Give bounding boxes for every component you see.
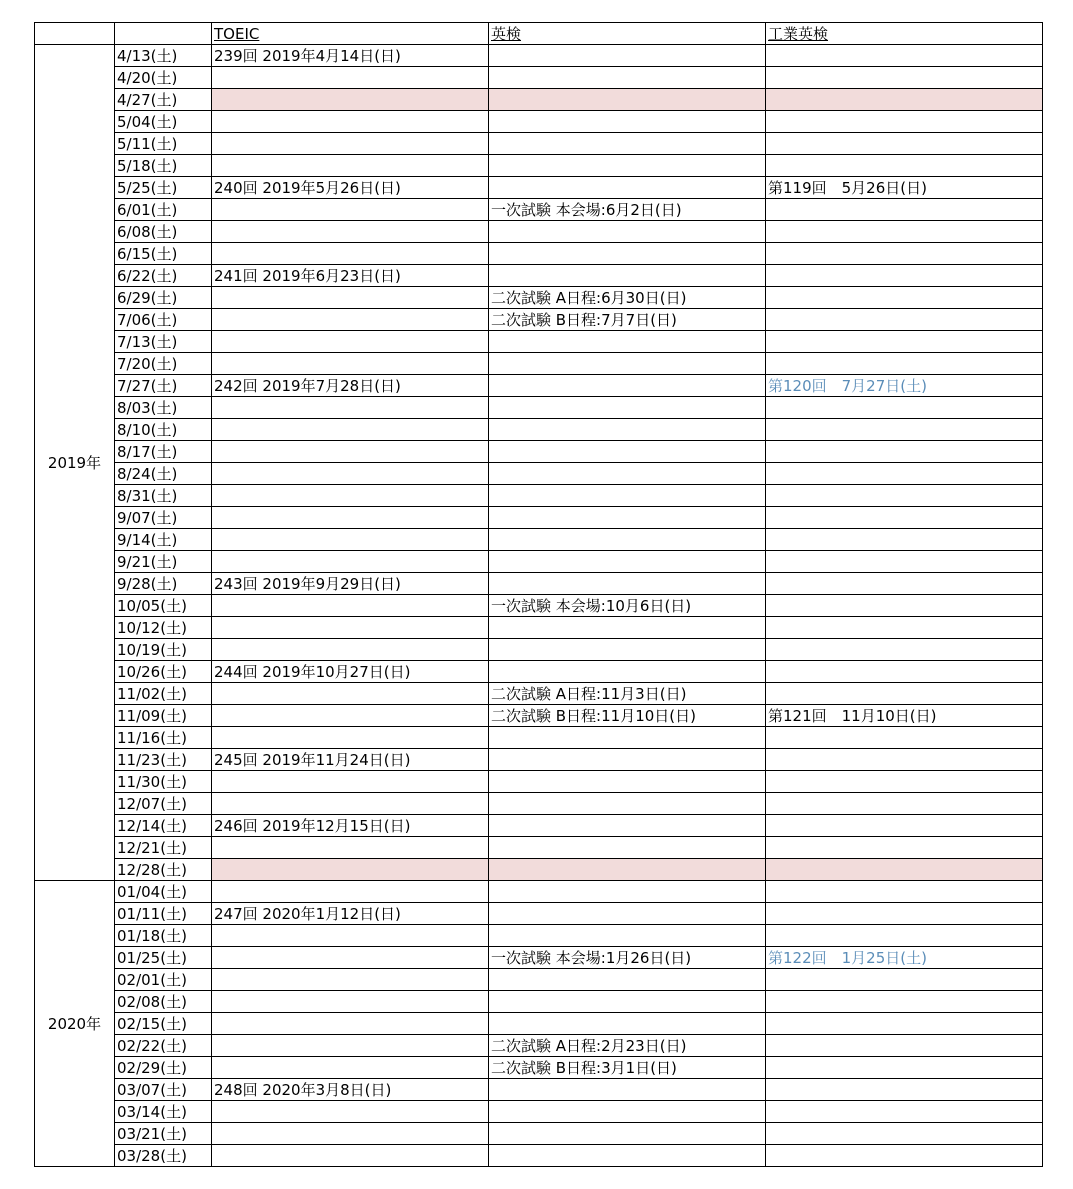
date-cell[interactable]: 6/29(土): [115, 287, 212, 309]
kogyo-eiken-cell[interactable]: [766, 287, 1043, 309]
eiken-cell[interactable]: [489, 881, 766, 903]
kogyo-eiken-cell[interactable]: [766, 529, 1043, 551]
kogyo-eiken-cell[interactable]: 第121回 11月10日(日): [766, 705, 1043, 727]
eiken-cell[interactable]: [489, 551, 766, 573]
table-row: [35, 947, 1043, 969]
toeic-cell[interactable]: [212, 837, 489, 859]
toeic-cell[interactable]: [212, 155, 489, 177]
date-cell[interactable]: 02/29(土): [115, 1057, 212, 1079]
kogyo-eiken-cell[interactable]: [766, 1145, 1043, 1167]
eiken-cell[interactable]: [489, 1145, 766, 1167]
eiken-cell[interactable]: 二次試験 A日程:11月3日(日): [489, 683, 766, 705]
eiken-cell[interactable]: 二次試験 A日程:6月30日(日): [489, 287, 766, 309]
date-cell[interactable]: 4/27(土): [115, 89, 212, 111]
header-kogyo-eiken[interactable]: 工業英検: [766, 23, 1043, 45]
table-row: [35, 221, 1043, 243]
toeic-cell[interactable]: [212, 67, 489, 89]
eiken-cell[interactable]: [489, 925, 766, 947]
toeic-cell[interactable]: [212, 991, 489, 1013]
toeic-cell[interactable]: 247回 2020年1月12日(日): [212, 903, 489, 925]
kogyo-eiken-cell[interactable]: 第120回 7月27日(土): [766, 375, 1043, 397]
kogyo-eiken-cell[interactable]: 第119回 5月26日(日): [766, 177, 1043, 199]
header-row: [35, 23, 1043, 45]
table-row: [35, 111, 1043, 133]
date-cell[interactable]: 7/27(土): [115, 375, 212, 397]
table-row: [35, 903, 1043, 925]
table-row: [35, 1145, 1043, 1167]
eiken-cell[interactable]: [489, 815, 766, 837]
toeic-cell[interactable]: [212, 771, 489, 793]
eiken-cell[interactable]: 一次試験 本会場:1月26日(日): [489, 947, 766, 969]
toeic-cell[interactable]: [212, 199, 489, 221]
table-row: [35, 1079, 1043, 1101]
table-row: [35, 1013, 1043, 1035]
kogyo-eiken-cell[interactable]: [766, 991, 1043, 1013]
date-cell[interactable]: 11/16(土): [115, 727, 212, 749]
eiken-cell[interactable]: [489, 903, 766, 925]
table-row: [35, 969, 1043, 991]
table-row: [35, 155, 1043, 177]
table-row: [35, 595, 1043, 617]
toeic-cell[interactable]: [212, 639, 489, 661]
kogyo-eiken-cell[interactable]: [766, 881, 1043, 903]
date-cell[interactable]: 7/06(土): [115, 309, 212, 331]
date-cell[interactable]: 4/20(土): [115, 67, 212, 89]
table-row: [35, 1101, 1043, 1123]
table-row: [35, 419, 1043, 441]
eiken-cell[interactable]: [489, 837, 766, 859]
table-row: [35, 265, 1043, 287]
eiken-cell[interactable]: [489, 67, 766, 89]
table-row: [35, 837, 1043, 859]
eiken-cell[interactable]: 二次試験 B日程:7月7日(日): [489, 309, 766, 331]
date-cell[interactable]: 02/01(土): [115, 969, 212, 991]
exam-schedule-table: [34, 22, 1043, 1167]
table-row: [35, 573, 1043, 595]
eiken-cell[interactable]: [489, 749, 766, 771]
toeic-cell[interactable]: [212, 1123, 489, 1145]
eiken-cell[interactable]: [489, 661, 766, 683]
toeic-cell[interactable]: [212, 727, 489, 749]
date-cell[interactable]: 03/14(土): [115, 1101, 212, 1123]
kogyo-eiken-cell[interactable]: [766, 859, 1043, 881]
toeic-cell[interactable]: 241回 2019年6月23日(日): [212, 265, 489, 287]
toeic-cell[interactable]: [212, 551, 489, 573]
year-cell[interactable]: 2020年: [35, 881, 115, 1167]
table-row: [35, 683, 1043, 705]
date-cell[interactable]: 8/10(土): [115, 419, 212, 441]
eiken-cell[interactable]: [489, 133, 766, 155]
eiken-cell[interactable]: [489, 397, 766, 419]
date-cell[interactable]: 5/18(土): [115, 155, 212, 177]
kogyo-eiken-cell[interactable]: [766, 199, 1043, 221]
table-row: [35, 1057, 1043, 1079]
eiken-cell[interactable]: [489, 859, 766, 881]
date-cell[interactable]: 10/05(土): [115, 595, 212, 617]
table-row: [35, 661, 1043, 683]
date-cell[interactable]: 8/03(土): [115, 397, 212, 419]
kogyo-eiken-cell[interactable]: [766, 331, 1043, 353]
date-cell[interactable]: 01/25(土): [115, 947, 212, 969]
eiken-cell[interactable]: 一次試験 本会場:10月6日(日): [489, 595, 766, 617]
eiken-cell[interactable]: 二次試験 B日程:11月10日(日): [489, 705, 766, 727]
eiken-cell[interactable]: [489, 1079, 766, 1101]
date-cell[interactable]: 01/11(土): [115, 903, 212, 925]
toeic-cell[interactable]: [212, 683, 489, 705]
kogyo-eiken-cell[interactable]: [766, 793, 1043, 815]
toeic-cell[interactable]: [212, 1145, 489, 1167]
table-row: [35, 793, 1043, 815]
header-toeic[interactable]: TOEIC: [212, 23, 489, 45]
toeic-cell[interactable]: [212, 331, 489, 353]
table-row: [35, 485, 1043, 507]
toeic-cell[interactable]: [212, 89, 489, 111]
date-cell[interactable]: 5/04(土): [115, 111, 212, 133]
table-row: [35, 925, 1043, 947]
table-row: [35, 771, 1043, 793]
date-cell[interactable]: 03/07(土): [115, 1079, 212, 1101]
date-cell[interactable]: 9/21(土): [115, 551, 212, 573]
date-cell[interactable]: 03/21(土): [115, 1123, 212, 1145]
kogyo-eiken-cell[interactable]: [766, 221, 1043, 243]
date-cell[interactable]: 02/15(土): [115, 1013, 212, 1035]
table-row: [35, 309, 1043, 331]
eiken-cell[interactable]: [489, 529, 766, 551]
eiken-cell[interactable]: [489, 463, 766, 485]
toeic-cell[interactable]: [212, 353, 489, 375]
table-row: [35, 199, 1043, 221]
date-cell[interactable]: 8/31(土): [115, 485, 212, 507]
eiken-cell[interactable]: [489, 243, 766, 265]
eiken-cell[interactable]: [489, 419, 766, 441]
kogyo-eiken-cell[interactable]: [766, 639, 1043, 661]
date-cell[interactable]: 11/09(土): [115, 705, 212, 727]
date-cell[interactable]: 03/28(土): [115, 1145, 212, 1167]
kogyo-eiken-cell[interactable]: [766, 1123, 1043, 1145]
toeic-cell[interactable]: [212, 881, 489, 903]
eiken-cell[interactable]: [489, 1123, 766, 1145]
toeic-cell[interactable]: [212, 441, 489, 463]
date-cell[interactable]: 12/14(土): [115, 815, 212, 837]
table-row: [35, 529, 1043, 551]
date-cell[interactable]: 9/14(土): [115, 529, 212, 551]
kogyo-eiken-cell[interactable]: [766, 243, 1043, 265]
header-corner-cell[interactable]: [35, 23, 115, 45]
eiken-cell[interactable]: [489, 507, 766, 529]
kogyo-eiken-cell[interactable]: [766, 133, 1043, 155]
date-cell[interactable]: 11/30(土): [115, 771, 212, 793]
table-row: [35, 353, 1043, 375]
kogyo-eiken-cell[interactable]: [766, 485, 1043, 507]
toeic-cell[interactable]: 243回 2019年9月29日(日): [212, 573, 489, 595]
kogyo-eiken-cell[interactable]: [766, 45, 1043, 67]
toeic-cell[interactable]: [212, 617, 489, 639]
toeic-cell[interactable]: [212, 1057, 489, 1079]
date-cell[interactable]: 12/28(土): [115, 859, 212, 881]
eiken-cell[interactable]: [489, 639, 766, 661]
kogyo-eiken-cell[interactable]: [766, 925, 1043, 947]
table-row: [35, 243, 1043, 265]
kogyo-eiken-cell[interactable]: [766, 463, 1043, 485]
eiken-cell[interactable]: [489, 617, 766, 639]
eiken-cell[interactable]: [489, 89, 766, 111]
toeic-cell[interactable]: [212, 793, 489, 815]
eiken-cell[interactable]: [489, 155, 766, 177]
table-row: [35, 89, 1043, 111]
toeic-cell[interactable]: [212, 111, 489, 133]
table-row: [35, 331, 1043, 353]
toeic-cell[interactable]: [212, 705, 489, 727]
toeic-cell[interactable]: [212, 463, 489, 485]
kogyo-eiken-cell[interactable]: [766, 155, 1043, 177]
date-cell[interactable]: 01/18(土): [115, 925, 212, 947]
toeic-cell[interactable]: [212, 397, 489, 419]
schedule-body: [35, 45, 1043, 1167]
date-cell[interactable]: 9/28(土): [115, 573, 212, 595]
table-row: [35, 727, 1043, 749]
date-cell[interactable]: 6/01(土): [115, 199, 212, 221]
eiken-cell[interactable]: [489, 727, 766, 749]
toeic-cell[interactable]: [212, 1101, 489, 1123]
toeic-cell[interactable]: [212, 221, 489, 243]
kogyo-eiken-cell[interactable]: [766, 1057, 1043, 1079]
date-cell[interactable]: 01/04(土): [115, 881, 212, 903]
date-cell[interactable]: 11/23(土): [115, 749, 212, 771]
table-row: [35, 375, 1043, 397]
kogyo-eiken-cell[interactable]: 第122回 1月25日(土): [766, 947, 1043, 969]
toeic-cell[interactable]: [212, 243, 489, 265]
kogyo-eiken-cell[interactable]: [766, 441, 1043, 463]
eiken-cell[interactable]: [489, 771, 766, 793]
date-cell[interactable]: 8/24(土): [115, 463, 212, 485]
toeic-cell[interactable]: [212, 485, 489, 507]
table-row: [35, 177, 1043, 199]
kogyo-eiken-cell[interactable]: [766, 1035, 1043, 1057]
toeic-cell[interactable]: 242回 2019年7月28日(日): [212, 375, 489, 397]
eiken-cell[interactable]: [489, 485, 766, 507]
kogyo-eiken-cell[interactable]: [766, 815, 1043, 837]
table-row: [35, 617, 1043, 639]
kogyo-eiken-cell[interactable]: [766, 837, 1043, 859]
kogyo-eiken-cell[interactable]: [766, 309, 1043, 331]
date-cell[interactable]: 10/26(土): [115, 661, 212, 683]
table-row: [35, 551, 1043, 573]
date-cell[interactable]: 12/07(土): [115, 793, 212, 815]
kogyo-eiken-cell[interactable]: [766, 903, 1043, 925]
table-row: [35, 749, 1043, 771]
toeic-cell[interactable]: [212, 925, 489, 947]
eiken-cell[interactable]: [489, 375, 766, 397]
date-cell[interactable]: 5/11(土): [115, 133, 212, 155]
kogyo-eiken-cell[interactable]: [766, 683, 1043, 705]
table-row: [35, 45, 1043, 67]
table-row: [35, 881, 1043, 903]
eiken-cell[interactable]: [489, 111, 766, 133]
kogyo-eiken-cell[interactable]: [766, 551, 1043, 573]
kogyo-eiken-cell[interactable]: [766, 397, 1043, 419]
kogyo-eiken-cell[interactable]: [766, 265, 1043, 287]
toeic-cell[interactable]: [212, 419, 489, 441]
toeic-cell[interactable]: 240回 2019年5月26日(日): [212, 177, 489, 199]
eiken-cell[interactable]: [489, 969, 766, 991]
kogyo-eiken-cell[interactable]: [766, 111, 1043, 133]
eiken-cell[interactable]: [489, 991, 766, 1013]
kogyo-eiken-cell[interactable]: [766, 1079, 1043, 1101]
toeic-cell[interactable]: [212, 969, 489, 991]
date-cell[interactable]: 4/13(土): [115, 45, 212, 67]
date-cell[interactable]: 6/08(土): [115, 221, 212, 243]
date-cell[interactable]: 10/12(土): [115, 617, 212, 639]
kogyo-eiken-cell[interactable]: [766, 89, 1043, 111]
eiken-cell[interactable]: 一次試験 本会場:6月2日(日): [489, 199, 766, 221]
year-cell[interactable]: 2019年: [35, 45, 115, 881]
kogyo-eiken-cell[interactable]: [766, 617, 1043, 639]
table-row: [35, 397, 1043, 419]
eiken-cell[interactable]: [489, 1101, 766, 1123]
date-cell[interactable]: 6/15(土): [115, 243, 212, 265]
eiken-cell[interactable]: [489, 177, 766, 199]
eiken-cell[interactable]: 二次試験 B日程:3月1日(日): [489, 1057, 766, 1079]
table-row: [35, 859, 1043, 881]
kogyo-eiken-cell[interactable]: [766, 67, 1043, 89]
kogyo-eiken-cell[interactable]: [766, 507, 1043, 529]
eiken-cell[interactable]: [489, 265, 766, 287]
toeic-cell[interactable]: [212, 1013, 489, 1035]
toeic-cell[interactable]: [212, 859, 489, 881]
table-row: [35, 705, 1043, 727]
date-cell[interactable]: 5/25(土): [115, 177, 212, 199]
eiken-cell[interactable]: [489, 45, 766, 67]
eiken-cell[interactable]: [489, 441, 766, 463]
toeic-cell[interactable]: [212, 1035, 489, 1057]
table-row: [35, 991, 1043, 1013]
eiken-cell[interactable]: 二次試験 A日程:2月23日(日): [489, 1035, 766, 1057]
kogyo-eiken-cell[interactable]: [766, 1101, 1043, 1123]
toeic-cell[interactable]: [212, 133, 489, 155]
toeic-cell[interactable]: 245回 2019年11月24日(日): [212, 749, 489, 771]
kogyo-eiken-cell[interactable]: [766, 661, 1043, 683]
kogyo-eiken-cell[interactable]: [766, 969, 1043, 991]
eiken-cell[interactable]: [489, 573, 766, 595]
eiken-cell[interactable]: [489, 793, 766, 815]
kogyo-eiken-cell[interactable]: [766, 573, 1043, 595]
date-cell[interactable]: 12/21(土): [115, 837, 212, 859]
toeic-cell[interactable]: 246回 2019年12月15日(日): [212, 815, 489, 837]
kogyo-eiken-cell[interactable]: [766, 595, 1043, 617]
date-cell[interactable]: 7/20(土): [115, 353, 212, 375]
eiken-cell[interactable]: [489, 221, 766, 243]
table-row: [35, 507, 1043, 529]
date-cell[interactable]: 02/22(土): [115, 1035, 212, 1057]
header-eiken[interactable]: 英検: [489, 23, 766, 45]
kogyo-eiken-cell[interactable]: [766, 727, 1043, 749]
table-row: [35, 287, 1043, 309]
table-row: [35, 463, 1043, 485]
table-row: [35, 639, 1043, 661]
toeic-cell[interactable]: [212, 595, 489, 617]
toeic-cell[interactable]: [212, 507, 489, 529]
kogyo-eiken-cell[interactable]: [766, 353, 1043, 375]
toeic-cell[interactable]: 239回 2019年4月14日(日): [212, 45, 489, 67]
toeic-cell[interactable]: [212, 309, 489, 331]
kogyo-eiken-cell[interactable]: [766, 771, 1043, 793]
toeic-cell[interactable]: [212, 529, 489, 551]
eiken-cell[interactable]: [489, 1013, 766, 1035]
toeic-cell[interactable]: [212, 947, 489, 969]
toeic-cell[interactable]: [212, 287, 489, 309]
eiken-cell[interactable]: [489, 331, 766, 353]
kogyo-eiken-cell[interactable]: [766, 419, 1043, 441]
table-row: [35, 441, 1043, 463]
date-cell[interactable]: 6/22(土): [115, 265, 212, 287]
table-row: [35, 815, 1043, 837]
eiken-cell[interactable]: [489, 353, 766, 375]
table-row: [35, 1035, 1043, 1057]
date-cell[interactable]: 8/17(土): [115, 441, 212, 463]
kogyo-eiken-cell[interactable]: [766, 749, 1043, 771]
header-date-cell[interactable]: [115, 23, 212, 45]
date-cell[interactable]: 02/08(土): [115, 991, 212, 1013]
date-cell[interactable]: 10/19(土): [115, 639, 212, 661]
kogyo-eiken-cell[interactable]: [766, 1013, 1043, 1035]
toeic-cell[interactable]: 244回 2019年10月27日(日): [212, 661, 489, 683]
date-cell[interactable]: 11/02(土): [115, 683, 212, 705]
toeic-cell[interactable]: 248回 2020年3月8日(日): [212, 1079, 489, 1101]
table-row: [35, 1123, 1043, 1145]
table-row: [35, 67, 1043, 89]
date-cell[interactable]: 9/07(土): [115, 507, 212, 529]
date-cell[interactable]: 7/13(土): [115, 331, 212, 353]
table-row: [35, 133, 1043, 155]
